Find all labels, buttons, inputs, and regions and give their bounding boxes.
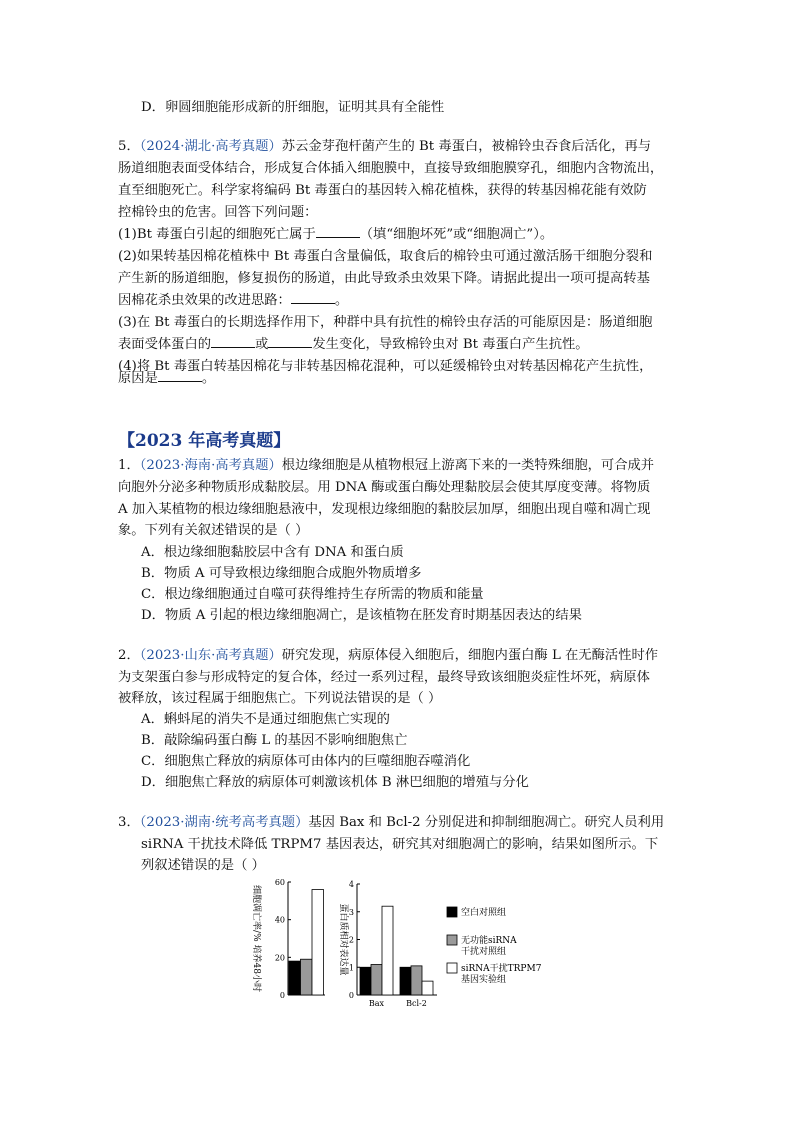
q1-option-a[interactable]: A．根边缘细胞黏胶层中含有 DNA 和蛋白质 bbox=[141, 545, 404, 560]
q5-part-3-line-2 bbox=[118, 335, 589, 355]
q2-stem-2: 为支架蛋白参与形成特定的复合体，经过一系列过程，最终导致该细胞炎症性坏死，病原体 bbox=[118, 670, 650, 685]
q2-option-b[interactable]: B．敲除编码蛋白酶 L 的基因不影响细胞焦亡 bbox=[141, 733, 408, 748]
answer-blank bbox=[316, 225, 360, 238]
y-tick-label: 60 bbox=[274, 878, 285, 887]
bar bbox=[411, 966, 422, 995]
q1-option-d[interactable]: D．物质 A 引起的根边缘细胞凋亡，是该植物在胚发育时期基因表达的结果 bbox=[141, 608, 582, 623]
x-category-label: Bcl-2 bbox=[406, 999, 427, 1008]
answer-blank bbox=[291, 291, 335, 304]
q3-source[interactable]: （2023·湖南·统考高考真题） bbox=[139, 815, 309, 830]
q5-line-1 bbox=[118, 137, 651, 157]
y-axis-label: 细胞凋亡率/% 培养48小时 bbox=[251, 885, 261, 992]
y-tick-label: 1 bbox=[348, 963, 354, 973]
chart-legend bbox=[447, 906, 542, 985]
q1-number: 1． bbox=[118, 458, 140, 473]
q2-option-a[interactable]: A．蝌蚪尾的消失不是通过细胞焦亡实现的 bbox=[141, 712, 390, 727]
bar bbox=[371, 964, 382, 995]
q5-part-3-line-1: (3)在 Bt 毒蛋白的长期选择作用下，种群中具有抗性的棉铃虫存活的可能原因是：肠道细胞 bbox=[118, 315, 653, 330]
q5-number: 5． bbox=[118, 139, 140, 154]
y-tick-label: 4 bbox=[348, 880, 354, 889]
bar bbox=[360, 967, 371, 995]
q5-part-1 bbox=[118, 225, 553, 245]
y-tick-label: 20 bbox=[274, 953, 285, 963]
y-tick-label: 40 bbox=[274, 915, 285, 925]
q2-option-c[interactable]: C．细胞焦亡释放的病原体可由体内的巨噬细胞吞噬消化 bbox=[141, 754, 471, 769]
q3-line-1 bbox=[118, 813, 664, 833]
q5-part-2-line-2: 产生新的肠道细胞，修复损伤的肠道，由此导致杀虫效果下降。请据此提出一项可提高转基 bbox=[118, 271, 650, 286]
legend-swatch bbox=[447, 963, 457, 973]
prev-option-d: D．卵圆细胞能形成新的肝细胞，证明其具有全能性 bbox=[141, 100, 445, 115]
legend-swatch bbox=[447, 935, 457, 945]
q5-part-3-text-b: 或 bbox=[255, 337, 269, 352]
q1-option-c[interactable]: C．根边缘细胞通过自噬可获得维持生存所需的物质和能量 bbox=[141, 587, 484, 602]
q1-stem-4: 象。下列有关叙述错误的是（ ） bbox=[118, 523, 309, 538]
q5-part-1-text: (1)Bt 毒蛋白引起的细胞死亡属于 bbox=[118, 227, 316, 242]
q2-number: 2． bbox=[118, 648, 140, 663]
y-tick-label: 3 bbox=[348, 907, 354, 917]
answer-blank bbox=[211, 335, 255, 348]
legend-label: 无功能siRNA bbox=[461, 936, 517, 946]
bar bbox=[301, 959, 313, 995]
answer-blank bbox=[268, 335, 312, 348]
q1-stem-3: A 加入某植物的根边缘细胞悬液中，发现根边缘细胞的黏胶层加厚，细胞出现自噬和凋亡现 bbox=[118, 502, 651, 517]
legend-label: 空白对照组 bbox=[461, 908, 507, 918]
q2-source[interactable]: （2023·山东·高考真题） bbox=[139, 648, 282, 663]
bar bbox=[382, 906, 393, 995]
q5-part-4-line-2 bbox=[118, 369, 215, 389]
bar bbox=[289, 961, 301, 995]
q5-stem-2: 肠道细胞表面受体结合，形成复合体插入细胞膜中，直接导致细胞膜穿孔，细胞内含物流出， bbox=[118, 161, 664, 176]
q5-part-2-text: 因棉花杀虫效果的改进思路： bbox=[118, 293, 291, 308]
x-category-label: Bax bbox=[368, 999, 385, 1008]
q2-stem-1: 研究发现，病原体侵入细胞后，细胞内蛋白酶 L 在无酶活性时作 bbox=[281, 648, 659, 663]
q5-part-3-text-c: 发生变化，导致棉铃虫对 Bt 毒蛋白产生抗性。 bbox=[312, 337, 589, 352]
y-tick-label: 0 bbox=[348, 991, 354, 1000]
q1-stem-1: 根边缘细胞是从植物根冠上游离下来的一类特殊细胞，可合成并 bbox=[281, 458, 655, 473]
q1-stem-2: 向胞外分泌多种物质形成黏胶层。用 DNA 酶或蛋白酶处理黏胶层会使其厚度变薄。将物质 bbox=[118, 480, 651, 495]
q5-stem-3: 直至细胞死亡。科学家将编码 Bt 毒蛋白的基因转入棉花植株，获得的转基因棉花能有效防 bbox=[118, 183, 647, 198]
q1-source[interactable]: （2023·海南·高考真题） bbox=[139, 458, 282, 473]
q2-option-d[interactable]: D．细胞焦亡释放的病原体可刺激该机体 B 淋巴细胞的增殖与分化 bbox=[141, 775, 529, 790]
protein-expression-chart bbox=[338, 880, 437, 1008]
legend-label: siRNA干扰TRPM7 bbox=[461, 964, 542, 974]
q1-line-1 bbox=[118, 456, 654, 476]
q3-stem-3: 列叙述错误的是（ ） bbox=[141, 858, 265, 873]
q3-number: 3． bbox=[118, 815, 140, 830]
q5-source[interactable]: （2024·湖北·高考真题） bbox=[139, 139, 282, 154]
q5-part-4-text: 原因是 bbox=[118, 371, 158, 386]
q3-stem-2: siRNA 干扰技术降低 TRPM7 基因表达，研究其对细胞凋亡的影响，结果如图所示。下 bbox=[141, 837, 659, 852]
section-title: 【2023 年高考真题】 bbox=[118, 431, 291, 451]
q2-stem-3: 被释放，该过程属于细胞焦亡。下列说法错误的是（ ） bbox=[118, 691, 442, 706]
legend-label: 基因实验组 bbox=[461, 975, 507, 985]
q5-part-1-hint: （填“细胞坏死”或“细胞凋亡”）。 bbox=[359, 227, 554, 242]
bar bbox=[422, 981, 433, 995]
answer-blank bbox=[158, 369, 202, 382]
y-axis-label: 蛋白质相对表达量 bbox=[338, 903, 348, 976]
legend-label: 干扰对照组 bbox=[461, 947, 507, 957]
q3-stem-1: 基因 Bax 和 Bcl-2 分别促进和抑制细胞凋亡。研究人员利用 bbox=[308, 815, 665, 830]
q5-part-2-end: 。 bbox=[334, 293, 349, 308]
bar bbox=[312, 890, 324, 995]
apoptosis-rate-chart bbox=[251, 878, 325, 1000]
q5-part-4-end: 。 bbox=[201, 371, 216, 386]
y-tick-label: 2 bbox=[348, 935, 354, 945]
q2-line-1 bbox=[118, 646, 658, 666]
q5-stem-4: 控棉铃虫的危害。回答下列问题： bbox=[118, 205, 318, 220]
y-tick-label: 0 bbox=[279, 991, 285, 1000]
q5-part-3-text-a: 表面受体蛋白的 bbox=[118, 337, 212, 352]
q5-part-2-line-1: (2)如果转基因棉花植株中 Bt 毒蛋白含量偏低，取食后的棉铃虫可通过激活肠干细胞分裂和 bbox=[118, 249, 653, 264]
bar bbox=[400, 967, 411, 995]
q1-option-b[interactable]: B．物质 A 可导致根边缘细胞合成胞外物质增多 bbox=[141, 566, 422, 581]
q5-part-4-line-1: (4)将 Bt 毒蛋白转基因棉花与非转基因棉花混种，可以延缓棉铃虫对转基因棉花产生抗性， bbox=[118, 359, 653, 374]
legend-swatch bbox=[447, 907, 457, 917]
q5-stem-1: 苏云金芽孢杆菌产生的 Bt 毒蛋白，被棉铃虫吞食后活化，再与 bbox=[281, 139, 652, 154]
q5-part-2-line-3 bbox=[118, 291, 348, 311]
